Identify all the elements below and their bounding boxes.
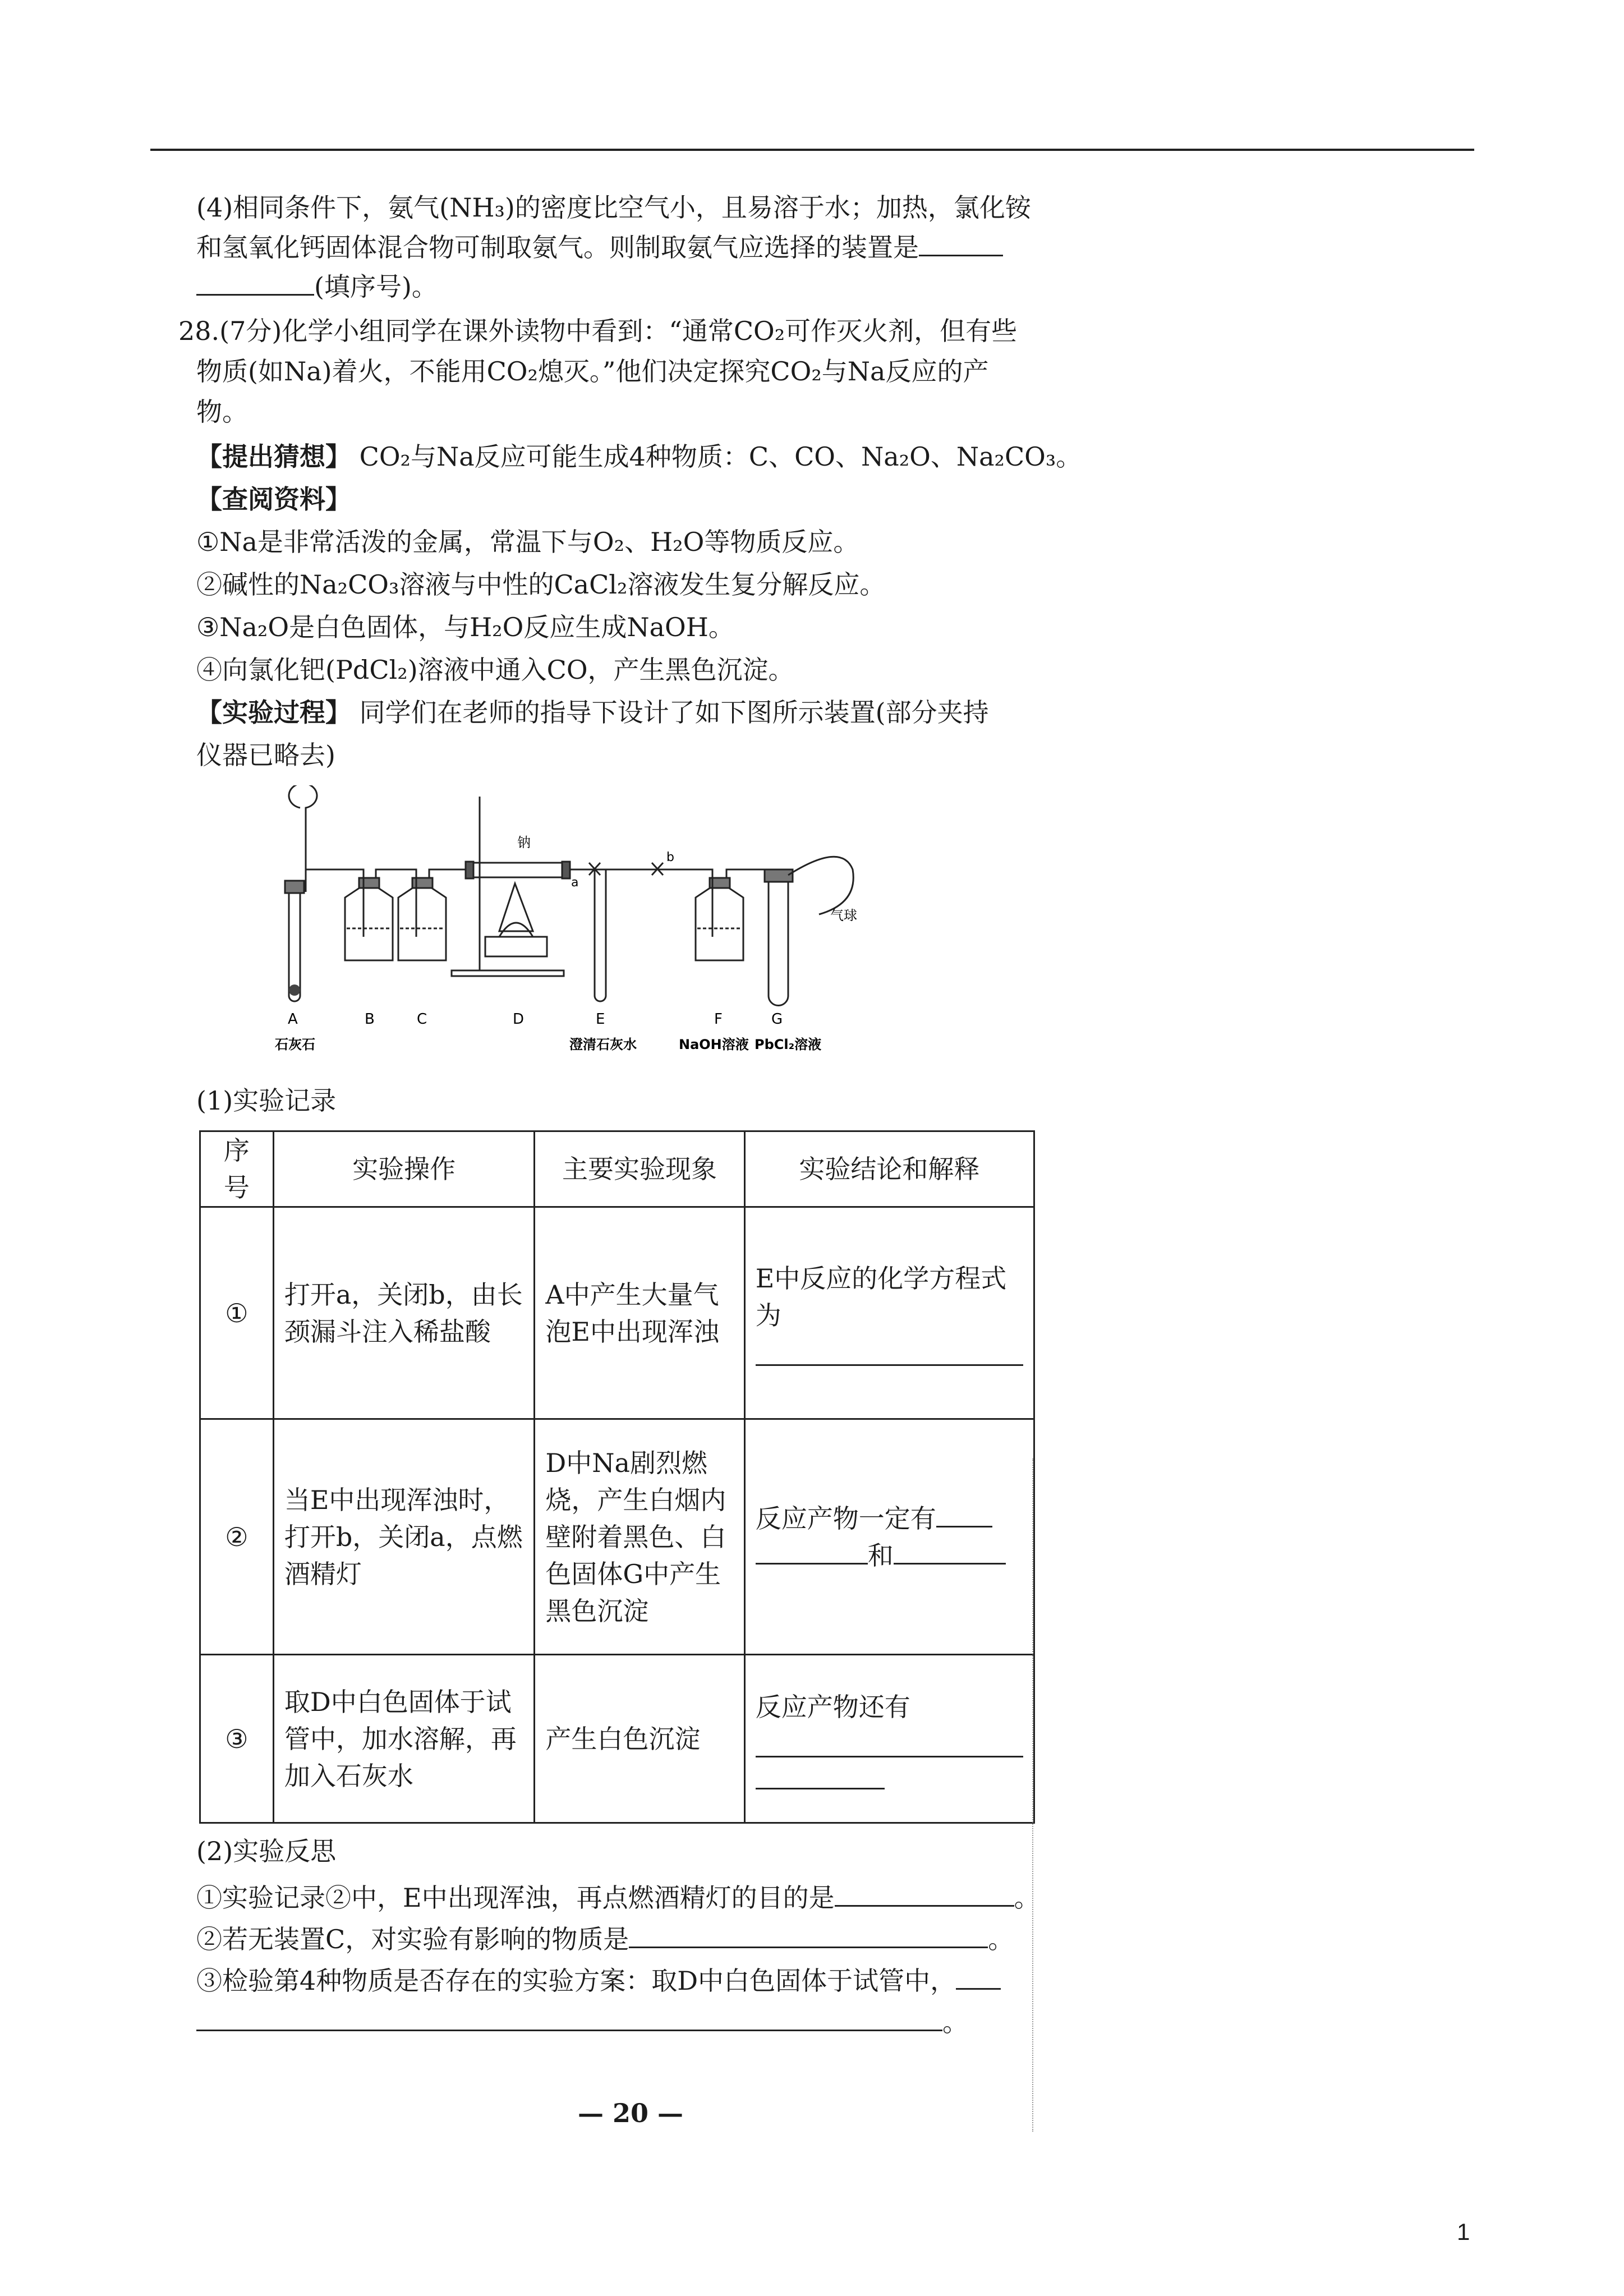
table-row	[200, 1207, 1034, 1419]
header-conclusion: 实验结论和解释	[744, 1131, 1034, 1207]
row-operation: 当E中出现浑浊时，打开b，关闭a，点燃酒精灯	[273, 1419, 535, 1655]
letter-A: A	[288, 1011, 298, 1028]
row-observation: 产生白色沉淀	[535, 1655, 744, 1823]
page-number: — 20 —	[578, 2098, 684, 2128]
answer-blank[interactable]	[196, 269, 314, 296]
q4-line3: (填序号)。	[196, 269, 438, 303]
label-naoh: NaOH溶液	[679, 1037, 749, 1052]
conclusion-and: 和	[867, 1540, 894, 1571]
q4-line2: 和氢氧化钙固体混合物可制取氨气。则制取氨气应选择的装置是	[196, 230, 1003, 264]
answer-blank[interactable]	[835, 1880, 1014, 1907]
answer-blank[interactable]	[956, 1963, 1001, 1990]
apparatus-diagram	[264, 785, 970, 1066]
process-line2: 仪器已略去)	[196, 740, 335, 770]
table-row	[200, 1655, 1034, 1823]
header-rule	[150, 149, 1474, 151]
experiment-record-table	[199, 1130, 1035, 1824]
q28-line3: 物。	[196, 397, 248, 427]
valve-b-label: b	[666, 850, 674, 864]
label-limewater: 澄清石灰水	[569, 1037, 637, 1052]
header-operation: 实验操作	[273, 1131, 535, 1207]
binding-margin-line	[1032, 1458, 1033, 2132]
conclusion-text: 反应产物还有	[755, 1691, 910, 1722]
table-header-row	[200, 1131, 1034, 1207]
row-operation: 打开a，关闭b，由长颈漏斗注入稀盐酸	[273, 1207, 535, 1419]
answer-blank[interactable]	[196, 2005, 942, 2031]
letter-E: E	[596, 1011, 605, 1028]
row-no: ②	[200, 1419, 274, 1655]
sodium-label: 钠	[517, 835, 531, 850]
header-observation: 主要实验现象	[535, 1131, 744, 1207]
row-conclusion	[744, 1207, 1034, 1419]
answer-blank[interactable]	[936, 1501, 992, 1527]
reflection-q2: ②若无装置C，对实验有影响的物质是 。	[196, 1922, 1014, 1956]
info-heading: 【查阅资料】	[196, 484, 351, 514]
header-no: 序号	[200, 1131, 274, 1207]
hypothesis: 【提出猜想】 CO₂与Na反应可能生成4种物质：C、CO、Na₂O、Na₂CO₃。	[196, 441, 1082, 472]
reflection-title: (2)实验反思	[196, 1836, 337, 1866]
process-line1: 【实验过程】 同学们在老师的指导下设计了如下图所示装置(部分夹持	[196, 697, 989, 728]
balloon-label: 气球	[830, 908, 857, 923]
row-conclusion	[744, 1655, 1034, 1823]
conclusion-text: 反应产物一定有	[755, 1503, 936, 1534]
record-title: (1)实验记录	[196, 1085, 337, 1116]
letter-F: F	[714, 1011, 723, 1028]
answer-blank[interactable]	[919, 230, 1003, 256]
answer-blank[interactable]	[756, 1538, 868, 1565]
conclusion-text: E中反应的化学方程式为	[755, 1263, 1007, 1331]
answer-blank[interactable]	[756, 1726, 1023, 1757]
table-row	[200, 1419, 1034, 1655]
row-observation: D中Na剧烈燃烧，产生白烟内壁附着黑色、白色固体G中产生黑色沉淀	[535, 1419, 744, 1655]
answer-blank[interactable]	[756, 1334, 1023, 1366]
letter-B: B	[365, 1011, 375, 1028]
valve-a-label: a	[571, 876, 579, 890]
letter-G: G	[771, 1011, 783, 1028]
letter-C: C	[417, 1011, 427, 1028]
info-item: ②碱性的Na₂CO₃溶液与中性的CaCl₂溶液发生复分解反应。	[196, 569, 886, 600]
reflection-q1: ①实验记录②中，E中出现浑浊，再点燃酒精灯的目的是 。	[196, 1880, 1040, 1915]
answer-blank[interactable]	[756, 1757, 885, 1789]
info-item: ③Na₂O是白色固体，与H₂O反应生成NaOH。	[196, 612, 734, 642]
corner-page-number: 1	[1457, 2219, 1470, 2245]
label-limestone: 石灰石	[275, 1037, 315, 1052]
q28-line1: 28.(7分)化学小组同学在课外读物中看到：“通常CO₂可作灭火剂，但有些	[178, 316, 1018, 346]
info-item: ①Na是非常活泼的金属，常温下与O₂、H₂O等物质反应。	[196, 527, 859, 557]
row-no: ①	[200, 1207, 274, 1419]
info-item: ④向氯化钯(PdCl₂)溶液中通入CO，产生黑色沉淀。	[196, 655, 794, 685]
q4-line1: (4)相同条件下，氨气(NH₃)的密度比空气小，且易溶于水；加热，氯化铵	[196, 192, 1031, 223]
letter-D: D	[513, 1011, 525, 1028]
row-no: ③	[200, 1655, 274, 1823]
q28-line2: 物质(如Na)着火，不能用CO₂熄灭。”他们决定探究CO₂与Na反应的产	[196, 356, 989, 386]
row-observation: A中产生大量气泡E中出现浑浊	[535, 1207, 744, 1419]
row-operation: 取D中白色固体于试管中，加水溶解，再加入石灰水	[273, 1655, 535, 1823]
reflection-q3: ③检验第4种物质是否存在的实验方案：取D中白色固体于试管中，	[196, 1963, 1001, 1998]
label-pbcl2: PbCl₂溶液	[755, 1037, 822, 1052]
answer-blank[interactable]	[894, 1538, 1006, 1565]
row-conclusion	[744, 1419, 1034, 1655]
answer-blank[interactable]	[629, 1922, 988, 1948]
reflection-q3-cont: 。	[196, 2005, 968, 2039]
